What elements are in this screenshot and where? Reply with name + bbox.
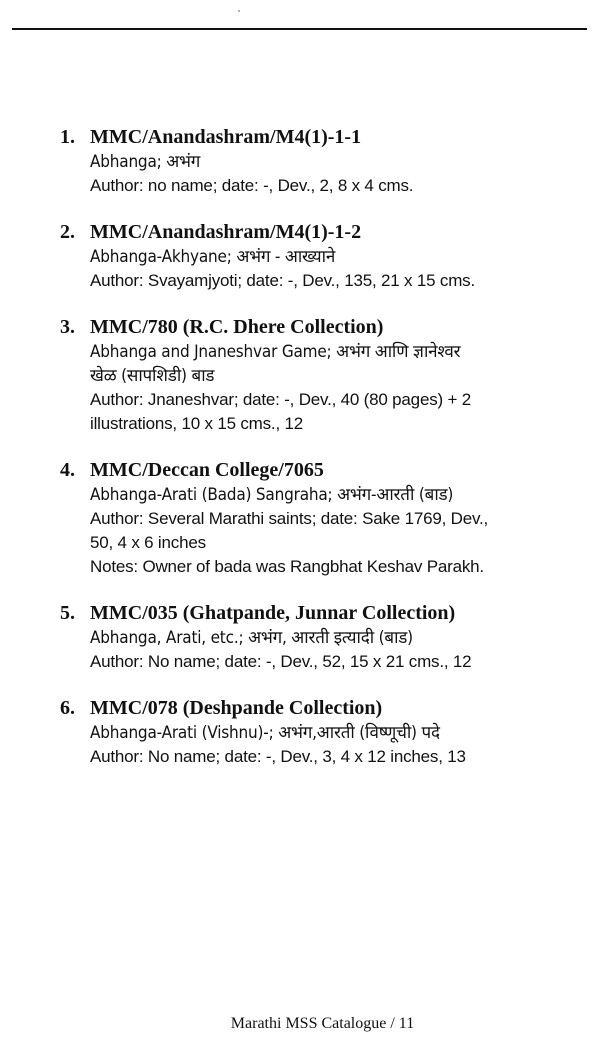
entry-shelfmark: MMC/Deccan College/7065	[90, 459, 324, 481]
catalogue-entry-5	[0, 601, 600, 674]
entry-details: Author: No name; date: -, Dev., 52, 15 x 21 cms., 12	[90, 652, 472, 671]
entry-details: Author: Several Marathi saints; date: Sake 1769, Dev.,	[90, 509, 489, 528]
entry-number: 3.	[60, 316, 75, 338]
entry-title: Abhanga-Arati (Vishnu)-; अभंग,आरती (विष्णूची) पदे	[90, 723, 440, 743]
catalogue-entry-3	[0, 315, 600, 436]
entry-title: Abhanga and Jnaneshvar Game; अभंग आणि ज्ञानेश्वर	[90, 342, 461, 362]
entry-body	[90, 601, 580, 674]
top-rule	[12, 28, 587, 30]
entry-shelfmark: MMC/Anandashram/M4(1)-1-1	[90, 126, 362, 148]
entry-title: Abhanga; अभंग	[90, 152, 201, 172]
entry-details: Author: Jnaneshvar; date: -, Dev., 40 (80 pages) + 2	[90, 390, 471, 409]
entry-shelfmark: MMC/780 (R.C. Dhere Collection)	[90, 316, 384, 338]
entry-notes: Notes: Owner of bada was Rangbhat Keshav Parakh.	[90, 557, 484, 576]
entry-body	[90, 315, 580, 436]
entry-number: 5.	[60, 602, 75, 624]
catalogue-entry-4	[0, 458, 600, 579]
entry-title: Abhanga-Arati (Bada) Sangraha; अभंग-आरती (बाड)	[90, 485, 454, 505]
entry-details: Author: Svayamjyoti; date: -, Dev., 135, 21 x 15 cms.	[90, 271, 475, 290]
catalogue-entry-2	[0, 220, 600, 293]
entry-title-continued: खेळ (सापशिडी) बाड	[90, 366, 215, 386]
entry-details: Author: no name; date: -, Dev., 2, 8 x 4 cms.	[90, 176, 414, 195]
entry-title: Abhanga-Akhyane; अभंग - आख्याने	[90, 247, 336, 267]
entry-number: 2.	[60, 221, 75, 243]
catalogue-entry-6	[0, 696, 600, 769]
page-footer: Marathi MSS Catalogue / 11	[230, 1015, 415, 1032]
entry-title: Abhanga, Arati, etc.; अभंग, आरती इत्यादी (बाड)	[90, 628, 413, 648]
catalogue-entries	[0, 125, 600, 791]
entry-body	[90, 220, 580, 293]
entry-details-continued: illustrations, 10 x 15 cms., 12	[90, 414, 304, 433]
entry-body	[90, 696, 580, 769]
entry-shelfmark: MMC/Anandashram/M4(1)-1-2	[90, 221, 362, 243]
entry-body	[90, 125, 580, 198]
catalogue-entry-1	[0, 125, 600, 198]
entry-shelfmark: MMC/078 (Deshpande Collection)	[90, 697, 383, 719]
entry-details: Author: No name; date: -, Dev., 3, 4 x 12 inches, 13	[90, 747, 466, 766]
entry-body	[90, 458, 580, 579]
entry-number: 6.	[60, 697, 75, 719]
scan-speck	[238, 10, 240, 12]
entry-number: 1.	[60, 126, 75, 148]
entry-details-continued: 50, 4 x 6 inches	[90, 533, 206, 552]
entry-number: 4.	[60, 459, 75, 481]
entry-shelfmark: MMC/035 (Ghatpande, Junnar Collection)	[90, 602, 456, 624]
